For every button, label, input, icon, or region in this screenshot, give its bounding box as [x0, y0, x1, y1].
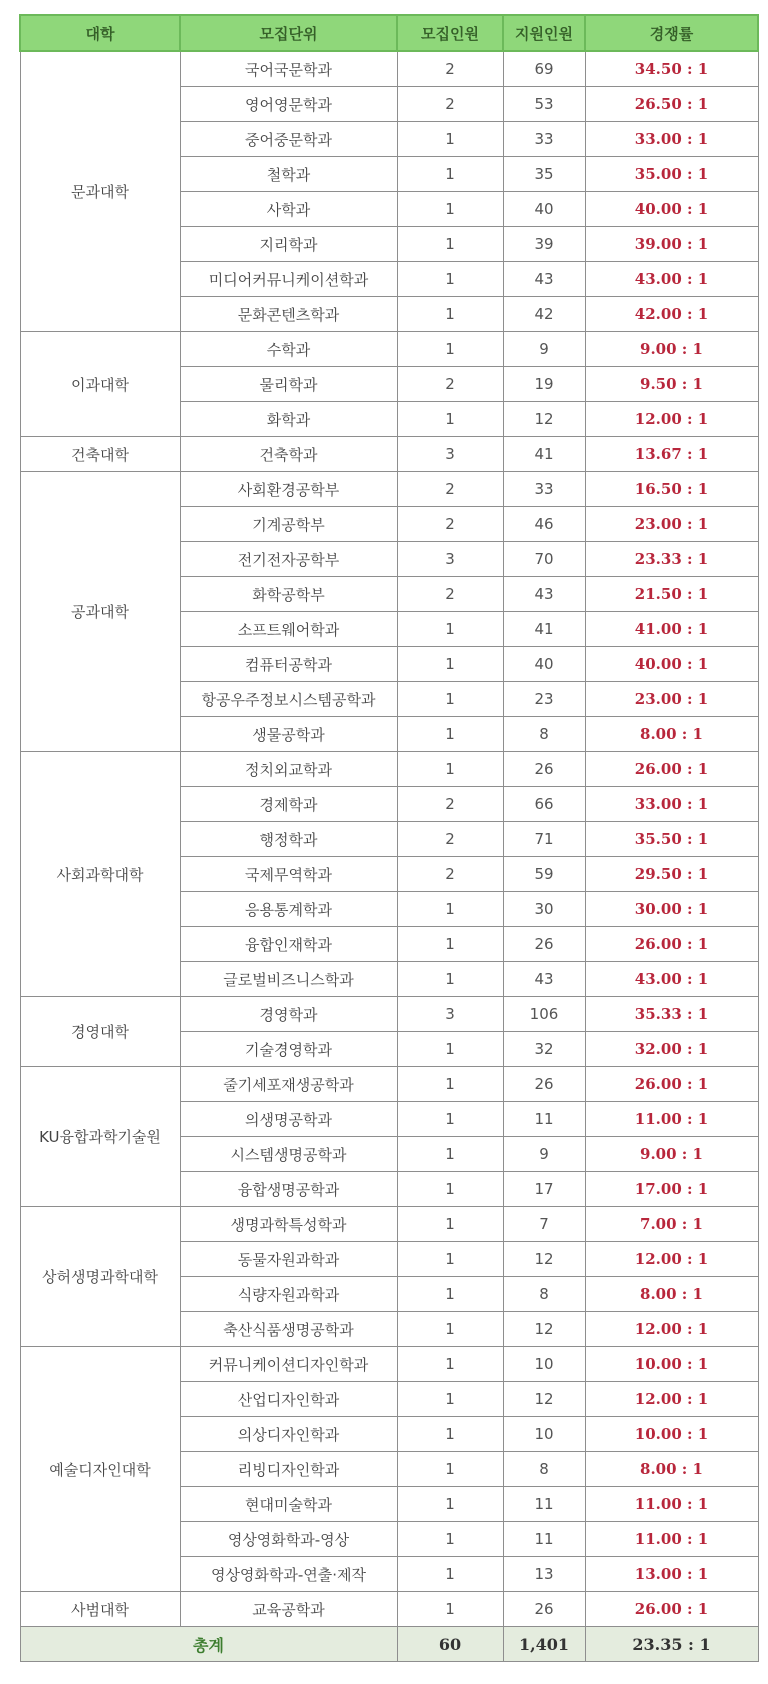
- department-cell: 지리학과: [180, 227, 397, 262]
- table-row: [20, 752, 758, 787]
- total-applicants: 1,401: [503, 1627, 585, 1662]
- quota-cell: 1: [397, 1172, 503, 1207]
- table-header: [20, 15, 758, 51]
- department-cell: 물리학과: [180, 367, 397, 402]
- applicants-cell: 106: [503, 997, 585, 1032]
- applicants-cell: 7: [503, 1207, 585, 1242]
- applicants-cell: 11: [503, 1522, 585, 1557]
- applicants-cell: 26: [503, 1592, 585, 1627]
- department-cell: 영어영문학과: [180, 87, 397, 122]
- ratio-cell: 12.00 : 1: [585, 402, 758, 437]
- ratio-cell: 33.00 : 1: [585, 787, 758, 822]
- college-cell: 사범대학: [20, 1592, 180, 1627]
- college-cell: 공과대학: [20, 472, 180, 752]
- department-cell: 교육공학과: [180, 1592, 397, 1627]
- ratio-cell: 8.00 : 1: [585, 1277, 758, 1312]
- ratio-cell: 35.00 : 1: [585, 157, 758, 192]
- applicants-cell: 59: [503, 857, 585, 892]
- quota-cell: 1: [397, 612, 503, 647]
- quota-cell: 1: [397, 647, 503, 682]
- admission-results-table: [19, 14, 759, 1662]
- applicants-cell: 41: [503, 612, 585, 647]
- department-cell: 전기전자공학부: [180, 542, 397, 577]
- ratio-cell: 11.00 : 1: [585, 1487, 758, 1522]
- department-cell: 사학과: [180, 192, 397, 227]
- quota-cell: 1: [397, 1312, 503, 1347]
- department-cell: 산업디자인학과: [180, 1382, 397, 1417]
- header-department: 모집단위: [180, 15, 397, 51]
- applicants-cell: 17: [503, 1172, 585, 1207]
- college-cell: 문과대학: [20, 51, 180, 332]
- college-cell: 상허생명과학대학: [20, 1207, 180, 1347]
- quota-cell: 1: [397, 1277, 503, 1312]
- applicants-cell: 19: [503, 367, 585, 402]
- ratio-cell: 12.00 : 1: [585, 1382, 758, 1417]
- applicants-cell: 53: [503, 87, 585, 122]
- applicants-cell: 43: [503, 962, 585, 997]
- quota-cell: 1: [397, 402, 503, 437]
- department-cell: 경제학과: [180, 787, 397, 822]
- department-cell: 화학과: [180, 402, 397, 437]
- department-cell: 영상영화학과-연출·제작: [180, 1557, 397, 1592]
- quota-cell: 3: [397, 997, 503, 1032]
- department-cell: 소프트웨어학과: [180, 612, 397, 647]
- college-cell: 예술디자인대학: [20, 1347, 180, 1592]
- quota-cell: 1: [397, 227, 503, 262]
- header-quota: 모집인원: [397, 15, 503, 51]
- applicants-cell: 12: [503, 1382, 585, 1417]
- header-ratio: 경쟁률: [585, 15, 758, 51]
- ratio-cell: 35.50 : 1: [585, 822, 758, 857]
- quota-cell: 2: [397, 822, 503, 857]
- department-cell: 경영학과: [180, 997, 397, 1032]
- applicants-cell: 10: [503, 1417, 585, 1452]
- applicants-cell: 35: [503, 157, 585, 192]
- ratio-cell: 12.00 : 1: [585, 1312, 758, 1347]
- total-ratio: 23.35 : 1: [585, 1627, 758, 1662]
- total-row: [20, 1627, 758, 1662]
- ratio-cell: 26.00 : 1: [585, 752, 758, 787]
- header-row: [20, 15, 758, 51]
- college-cell: 건축대학: [20, 437, 180, 472]
- college-cell: 경영대학: [20, 997, 180, 1067]
- department-cell: 응용통계학과: [180, 892, 397, 927]
- table-row: [20, 437, 758, 472]
- department-cell: 글로벌비즈니스학과: [180, 962, 397, 997]
- applicants-cell: 26: [503, 1067, 585, 1102]
- ratio-cell: 16.50 : 1: [585, 472, 758, 507]
- applicants-cell: 69: [503, 51, 585, 87]
- department-cell: 식량자원과학과: [180, 1277, 397, 1312]
- ratio-cell: 13.67 : 1: [585, 437, 758, 472]
- quota-cell: 2: [397, 472, 503, 507]
- applicants-cell: 8: [503, 1277, 585, 1312]
- ratio-cell: 40.00 : 1: [585, 647, 758, 682]
- quota-cell: 1: [397, 332, 503, 367]
- header-college: 대학: [20, 15, 180, 51]
- total-quota: 60: [397, 1627, 503, 1662]
- college-cell: 사회과학대학: [20, 752, 180, 997]
- applicants-cell: 40: [503, 647, 585, 682]
- department-cell: 영상영화학과-영상: [180, 1522, 397, 1557]
- table-row: [20, 1067, 758, 1102]
- ratio-cell: 7.00 : 1: [585, 1207, 758, 1242]
- department-cell: 축산식품생명공학과: [180, 1312, 397, 1347]
- applicants-cell: 12: [503, 1242, 585, 1277]
- quota-cell: 1: [397, 682, 503, 717]
- quota-cell: 1: [397, 262, 503, 297]
- table-row: [20, 997, 758, 1032]
- table-row: [20, 332, 758, 367]
- quota-cell: 1: [397, 157, 503, 192]
- ratio-cell: 23.00 : 1: [585, 682, 758, 717]
- table-row: [20, 1592, 758, 1627]
- ratio-cell: 23.00 : 1: [585, 507, 758, 542]
- quota-cell: 1: [397, 1032, 503, 1067]
- quota-cell: 1: [397, 1522, 503, 1557]
- table-footer: [20, 1627, 758, 1662]
- quota-cell: 1: [397, 962, 503, 997]
- applicants-cell: 8: [503, 717, 585, 752]
- ratio-cell: 39.00 : 1: [585, 227, 758, 262]
- applicants-cell: 33: [503, 472, 585, 507]
- ratio-cell: 10.00 : 1: [585, 1417, 758, 1452]
- quota-cell: 1: [397, 892, 503, 927]
- ratio-cell: 43.00 : 1: [585, 262, 758, 297]
- quota-cell: 1: [397, 1382, 503, 1417]
- ratio-cell: 26.00 : 1: [585, 1067, 758, 1102]
- ratio-cell: 41.00 : 1: [585, 612, 758, 647]
- department-cell: 커뮤니케이션디자인학과: [180, 1347, 397, 1382]
- department-cell: 의생명공학과: [180, 1102, 397, 1137]
- table-row: [20, 472, 758, 507]
- ratio-cell: 30.00 : 1: [585, 892, 758, 927]
- ratio-cell: 9.00 : 1: [585, 1137, 758, 1172]
- ratio-cell: 23.33 : 1: [585, 542, 758, 577]
- applicants-cell: 12: [503, 402, 585, 437]
- department-cell: 국제무역학과: [180, 857, 397, 892]
- quota-cell: 2: [397, 787, 503, 822]
- department-cell: 시스템생명공학과: [180, 1137, 397, 1172]
- department-cell: 항공우주정보시스템공학과: [180, 682, 397, 717]
- college-cell: KU융합과학기술원: [20, 1067, 180, 1207]
- quota-cell: 3: [397, 542, 503, 577]
- department-cell: 리빙디자인학과: [180, 1452, 397, 1487]
- department-cell: 수학과: [180, 332, 397, 367]
- department-cell: 화학공학부: [180, 577, 397, 612]
- department-cell: 사회환경공학부: [180, 472, 397, 507]
- applicants-cell: 39: [503, 227, 585, 262]
- applicants-cell: 40: [503, 192, 585, 227]
- department-cell: 의상디자인학과: [180, 1417, 397, 1452]
- ratio-cell: 43.00 : 1: [585, 962, 758, 997]
- quota-cell: 1: [397, 1592, 503, 1627]
- department-cell: 건축학과: [180, 437, 397, 472]
- quota-cell: 1: [397, 1487, 503, 1522]
- applicants-cell: 30: [503, 892, 585, 927]
- quota-cell: 1: [397, 192, 503, 227]
- applicants-cell: 10: [503, 1347, 585, 1382]
- ratio-cell: 11.00 : 1: [585, 1522, 758, 1557]
- applicants-cell: 66: [503, 787, 585, 822]
- department-cell: 현대미술학과: [180, 1487, 397, 1522]
- quota-cell: 1: [397, 927, 503, 962]
- quota-cell: 1: [397, 1347, 503, 1382]
- quota-cell: 2: [397, 857, 503, 892]
- table-body: [20, 51, 758, 1627]
- quota-cell: 2: [397, 577, 503, 612]
- applicants-cell: 42: [503, 297, 585, 332]
- applicants-cell: 70: [503, 542, 585, 577]
- applicants-cell: 9: [503, 1137, 585, 1172]
- quota-cell: 1: [397, 1067, 503, 1102]
- applicants-cell: 11: [503, 1487, 585, 1522]
- applicants-cell: 8: [503, 1452, 585, 1487]
- applicants-cell: 43: [503, 577, 585, 612]
- department-cell: 동물자원과학과: [180, 1242, 397, 1277]
- applicants-cell: 9: [503, 332, 585, 367]
- total-label: 총계: [20, 1627, 397, 1662]
- department-cell: 문화콘텐츠학과: [180, 297, 397, 332]
- applicants-cell: 23: [503, 682, 585, 717]
- department-cell: 줄기세포재생공학과: [180, 1067, 397, 1102]
- department-cell: 컴퓨터공학과: [180, 647, 397, 682]
- ratio-cell: 34.50 : 1: [585, 51, 758, 87]
- department-cell: 생물공학과: [180, 717, 397, 752]
- ratio-cell: 8.00 : 1: [585, 717, 758, 752]
- applicants-cell: 43: [503, 262, 585, 297]
- department-cell: 기계공학부: [180, 507, 397, 542]
- ratio-cell: 13.00 : 1: [585, 1557, 758, 1592]
- department-cell: 융합인재학과: [180, 927, 397, 962]
- department-cell: 정치외교학과: [180, 752, 397, 787]
- ratio-cell: 42.00 : 1: [585, 297, 758, 332]
- department-cell: 철학과: [180, 157, 397, 192]
- quota-cell: 1: [397, 752, 503, 787]
- ratio-cell: 40.00 : 1: [585, 192, 758, 227]
- department-cell: 중어중문학과: [180, 122, 397, 157]
- ratio-cell: 21.50 : 1: [585, 577, 758, 612]
- applicants-cell: 12: [503, 1312, 585, 1347]
- ratio-cell: 29.50 : 1: [585, 857, 758, 892]
- applicants-cell: 32: [503, 1032, 585, 1067]
- department-cell: 융합생명공학과: [180, 1172, 397, 1207]
- table-row: [20, 51, 758, 87]
- ratio-cell: 8.00 : 1: [585, 1452, 758, 1487]
- applicants-cell: 26: [503, 752, 585, 787]
- admission-results-table-wrapper: [19, 14, 759, 1662]
- ratio-cell: 11.00 : 1: [585, 1102, 758, 1137]
- applicants-cell: 13: [503, 1557, 585, 1592]
- header-applicants: 지원인원: [503, 15, 585, 51]
- quota-cell: 1: [397, 1137, 503, 1172]
- college-cell: 이과대학: [20, 332, 180, 437]
- quota-cell: 1: [397, 717, 503, 752]
- quota-cell: 1: [397, 1417, 503, 1452]
- ratio-cell: 26.00 : 1: [585, 1592, 758, 1627]
- ratio-cell: 33.00 : 1: [585, 122, 758, 157]
- ratio-cell: 17.00 : 1: [585, 1172, 758, 1207]
- ratio-cell: 32.00 : 1: [585, 1032, 758, 1067]
- quota-cell: 1: [397, 122, 503, 157]
- quota-cell: 2: [397, 51, 503, 87]
- quota-cell: 1: [397, 1207, 503, 1242]
- quota-cell: 2: [397, 367, 503, 402]
- department-cell: 미디어커뮤니케이션학과: [180, 262, 397, 297]
- applicants-cell: 33: [503, 122, 585, 157]
- department-cell: 행정학과: [180, 822, 397, 857]
- department-cell: 국어국문학과: [180, 51, 397, 87]
- applicants-cell: 46: [503, 507, 585, 542]
- ratio-cell: 9.50 : 1: [585, 367, 758, 402]
- table-row: [20, 1347, 758, 1382]
- ratio-cell: 12.00 : 1: [585, 1242, 758, 1277]
- applicants-cell: 41: [503, 437, 585, 472]
- ratio-cell: 26.00 : 1: [585, 927, 758, 962]
- ratio-cell: 26.50 : 1: [585, 87, 758, 122]
- quota-cell: 2: [397, 87, 503, 122]
- quota-cell: 2: [397, 507, 503, 542]
- quota-cell: 1: [397, 1242, 503, 1277]
- ratio-cell: 35.33 : 1: [585, 997, 758, 1032]
- ratio-cell: 9.00 : 1: [585, 332, 758, 367]
- applicants-cell: 71: [503, 822, 585, 857]
- applicants-cell: 11: [503, 1102, 585, 1137]
- quota-cell: 1: [397, 297, 503, 332]
- department-cell: 기술경영학과: [180, 1032, 397, 1067]
- quota-cell: 1: [397, 1452, 503, 1487]
- table-row: [20, 1207, 758, 1242]
- applicants-cell: 26: [503, 927, 585, 962]
- ratio-cell: 10.00 : 1: [585, 1347, 758, 1382]
- quota-cell: 3: [397, 437, 503, 472]
- quota-cell: 1: [397, 1557, 503, 1592]
- quota-cell: 1: [397, 1102, 503, 1137]
- department-cell: 생명과학특성학과: [180, 1207, 397, 1242]
